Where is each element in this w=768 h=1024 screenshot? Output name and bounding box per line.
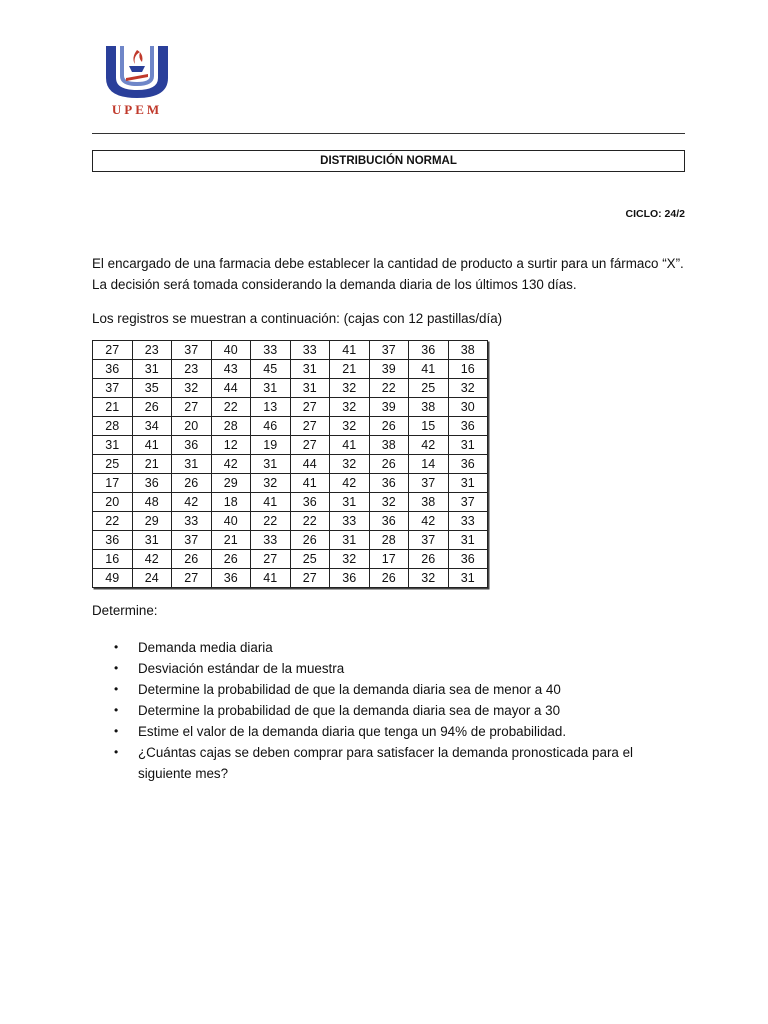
table-cell: 36	[132, 474, 172, 493]
table-cell: 33	[172, 512, 212, 531]
table-cell: 27	[172, 569, 212, 588]
table-cell: 26	[369, 417, 409, 436]
table-cell: 23	[172, 360, 212, 379]
table-cell: 41	[330, 436, 370, 455]
bullet-icon: •	[114, 724, 119, 738]
table-row	[93, 436, 488, 455]
table-cell: 26	[211, 550, 251, 569]
table-cell: 36	[409, 341, 449, 360]
table-cell: 34	[132, 417, 172, 436]
bullet-icon: •	[114, 640, 119, 654]
table-cell: 37	[93, 379, 133, 398]
table-cell: 38	[409, 398, 449, 417]
table-cell: 33	[251, 531, 291, 550]
table-cell: 38	[369, 436, 409, 455]
table-cell: 36	[369, 512, 409, 531]
problem-statement: El encargado de una farmacia debe establecer la cantidad de producto a surtir para un fármaco “X”. La decisión será tomada considerando la demanda diaria de los últimos 130 días.	[92, 256, 684, 292]
table-cell: 36	[330, 569, 370, 588]
table-cell: 25	[290, 550, 330, 569]
table-cell: 36	[211, 569, 251, 588]
table-cell: 26	[172, 474, 212, 493]
bullet-icon: •	[114, 682, 119, 696]
table-row	[93, 531, 488, 550]
table-row	[93, 474, 488, 493]
table-cell: 40	[211, 512, 251, 531]
table-row	[93, 341, 488, 360]
table-cell: 32	[172, 379, 212, 398]
table-cell: 32	[448, 379, 488, 398]
list-item	[92, 658, 682, 679]
table-cell: 31	[448, 474, 488, 493]
table-cell: 39	[369, 398, 409, 417]
determine-label: Determine:	[92, 603, 158, 618]
table-cell: 31	[448, 569, 488, 588]
table-row	[93, 493, 488, 512]
table-cell: 41	[290, 474, 330, 493]
table-cell: 42	[409, 436, 449, 455]
list-item	[92, 679, 682, 700]
table-cell: 25	[409, 379, 449, 398]
table-cell: 18	[211, 493, 251, 512]
table-cell: 36	[448, 455, 488, 474]
university-emblem-icon	[96, 42, 178, 104]
table-cell: 27	[290, 436, 330, 455]
table-cell: 27	[172, 398, 212, 417]
upem-logo	[96, 42, 178, 120]
table-cell: 31	[251, 379, 291, 398]
table-cell: 16	[448, 360, 488, 379]
task-text: Estime el valor de la demanda diaria que tenga un 94% de probabilidad.	[138, 724, 567, 739]
table-cell: 41	[409, 360, 449, 379]
table-cell: 46	[251, 417, 291, 436]
task-text: Demanda media diaria	[138, 640, 273, 655]
table-cell: 41	[251, 569, 291, 588]
table-cell: 22	[211, 398, 251, 417]
table-cell: 37	[409, 531, 449, 550]
table-row	[93, 379, 488, 398]
table-cell: 17	[369, 550, 409, 569]
table-cell: 22	[369, 379, 409, 398]
table-cell: 35	[132, 379, 172, 398]
table-cell: 38	[448, 341, 488, 360]
table-cell: 31	[448, 436, 488, 455]
table-cell: 26	[369, 569, 409, 588]
table-cell: 29	[132, 512, 172, 531]
bullet-icon: •	[114, 661, 119, 675]
table-cell: 42	[409, 512, 449, 531]
table-cell: 28	[211, 417, 251, 436]
table-cell: 26	[290, 531, 330, 550]
table-cell: 26	[172, 550, 212, 569]
table-cell: 44	[211, 379, 251, 398]
table-cell: 37	[369, 341, 409, 360]
table-cell: 16	[93, 550, 133, 569]
table-cell: 32	[409, 569, 449, 588]
table-cell: 39	[369, 360, 409, 379]
table-cell: 30	[448, 398, 488, 417]
table-cell: 32	[369, 493, 409, 512]
table-cell: 26	[132, 398, 172, 417]
table-row	[93, 360, 488, 379]
table-cell: 25	[93, 455, 133, 474]
table-cell: 27	[290, 417, 330, 436]
table-cell: 27	[290, 398, 330, 417]
table-cell: 13	[251, 398, 291, 417]
table-cell: 32	[330, 550, 370, 569]
table-row	[93, 398, 488, 417]
table-cell: 32	[330, 455, 370, 474]
page-title: DISTRIBUCIÓN NORMAL	[92, 150, 685, 172]
table-cell: 23	[132, 341, 172, 360]
table-cell: 33	[290, 341, 330, 360]
table-cell: 42	[330, 474, 370, 493]
table-cell: 36	[448, 417, 488, 436]
table-cell: 28	[369, 531, 409, 550]
table-cell: 12	[211, 436, 251, 455]
table-cell: 27	[93, 341, 133, 360]
table-cell: 14	[409, 455, 449, 474]
table-cell: 32	[330, 379, 370, 398]
table-cell: 33	[448, 512, 488, 531]
task-text: Determine la probabilidad de que la demanda diaria sea de mayor a 30	[138, 703, 561, 718]
table-cell: 44	[290, 455, 330, 474]
table-cell: 42	[211, 455, 251, 474]
table-cell: 37	[448, 493, 488, 512]
table-cell: 36	[93, 531, 133, 550]
table-cell: 20	[172, 417, 212, 436]
table-cell: 37	[409, 474, 449, 493]
table-row	[93, 417, 488, 436]
table-row	[93, 455, 488, 474]
table-cell: 36	[290, 493, 330, 512]
logo-text: UPEM	[111, 102, 163, 117]
table-cell: 31	[93, 436, 133, 455]
table-cell: 42	[132, 550, 172, 569]
header-rule	[92, 133, 685, 134]
task-text: ¿Cuántas cajas se deben comprar para satisfacer la demanda pronosticada para el siguiente mes?	[138, 745, 633, 781]
table-cell: 36	[448, 550, 488, 569]
table-cell: 41	[251, 493, 291, 512]
table-cell: 26	[409, 550, 449, 569]
table-cell: 38	[409, 493, 449, 512]
bullet-icon: •	[114, 703, 119, 717]
table-cell: 21	[132, 455, 172, 474]
table-cell: 31	[132, 531, 172, 550]
table-cell: 48	[132, 493, 172, 512]
table-cell: 33	[330, 512, 370, 531]
table-cell: 36	[172, 436, 212, 455]
table-cell: 22	[251, 512, 291, 531]
table-cell: 31	[330, 531, 370, 550]
table-cell: 21	[93, 398, 133, 417]
table-cell: 24	[132, 569, 172, 588]
table-row	[93, 569, 488, 588]
table-cell: 32	[251, 474, 291, 493]
demand-table	[92, 340, 488, 588]
task-list	[92, 637, 682, 784]
table-cell: 21	[211, 531, 251, 550]
table-row	[93, 550, 488, 569]
table-cell: 31	[251, 455, 291, 474]
table-cell: 45	[251, 360, 291, 379]
table-cell: 19	[251, 436, 291, 455]
table-cell: 37	[172, 531, 212, 550]
table-cell: 33	[251, 341, 291, 360]
task-text: Determine la probabilidad de que la demanda diaria sea de menor a 40	[138, 682, 561, 697]
bullet-icon: •	[114, 745, 119, 759]
list-item	[92, 721, 682, 742]
table-cell: 40	[211, 341, 251, 360]
table-cell: 27	[251, 550, 291, 569]
table-cell: 32	[330, 398, 370, 417]
table-cell: 42	[172, 493, 212, 512]
table-cell: 36	[369, 474, 409, 493]
table-cell: 31	[448, 531, 488, 550]
table-cell: 22	[290, 512, 330, 531]
table-cell: 31	[172, 455, 212, 474]
table-cell: 31	[132, 360, 172, 379]
table-cell: 21	[330, 360, 370, 379]
list-item	[92, 742, 682, 784]
list-item	[92, 700, 682, 721]
records-intro: Los registros se muestran a continuación: (cajas con 12 pastillas/día)	[92, 311, 503, 326]
table-cell: 31	[330, 493, 370, 512]
table-cell: 37	[172, 341, 212, 360]
table-cell: 31	[290, 360, 330, 379]
table-cell: 20	[93, 493, 133, 512]
table-cell: 41	[330, 341, 370, 360]
table-cell: 15	[409, 417, 449, 436]
table-cell: 49	[93, 569, 133, 588]
table-cell: 31	[290, 379, 330, 398]
table-cell: 22	[93, 512, 133, 531]
table-cell: 27	[290, 569, 330, 588]
table-cell: 28	[93, 417, 133, 436]
table-cell: 41	[132, 436, 172, 455]
table-cell: 32	[330, 417, 370, 436]
task-text: Desviación estándar de la muestra	[138, 661, 345, 676]
table-cell: 36	[93, 360, 133, 379]
table-cell: 17	[93, 474, 133, 493]
table-cell: 43	[211, 360, 251, 379]
list-item	[92, 637, 682, 658]
cycle-label: CICLO: 24/2	[625, 208, 685, 220]
table-cell: 29	[211, 474, 251, 493]
table-cell: 26	[369, 455, 409, 474]
table-row	[93, 512, 488, 531]
